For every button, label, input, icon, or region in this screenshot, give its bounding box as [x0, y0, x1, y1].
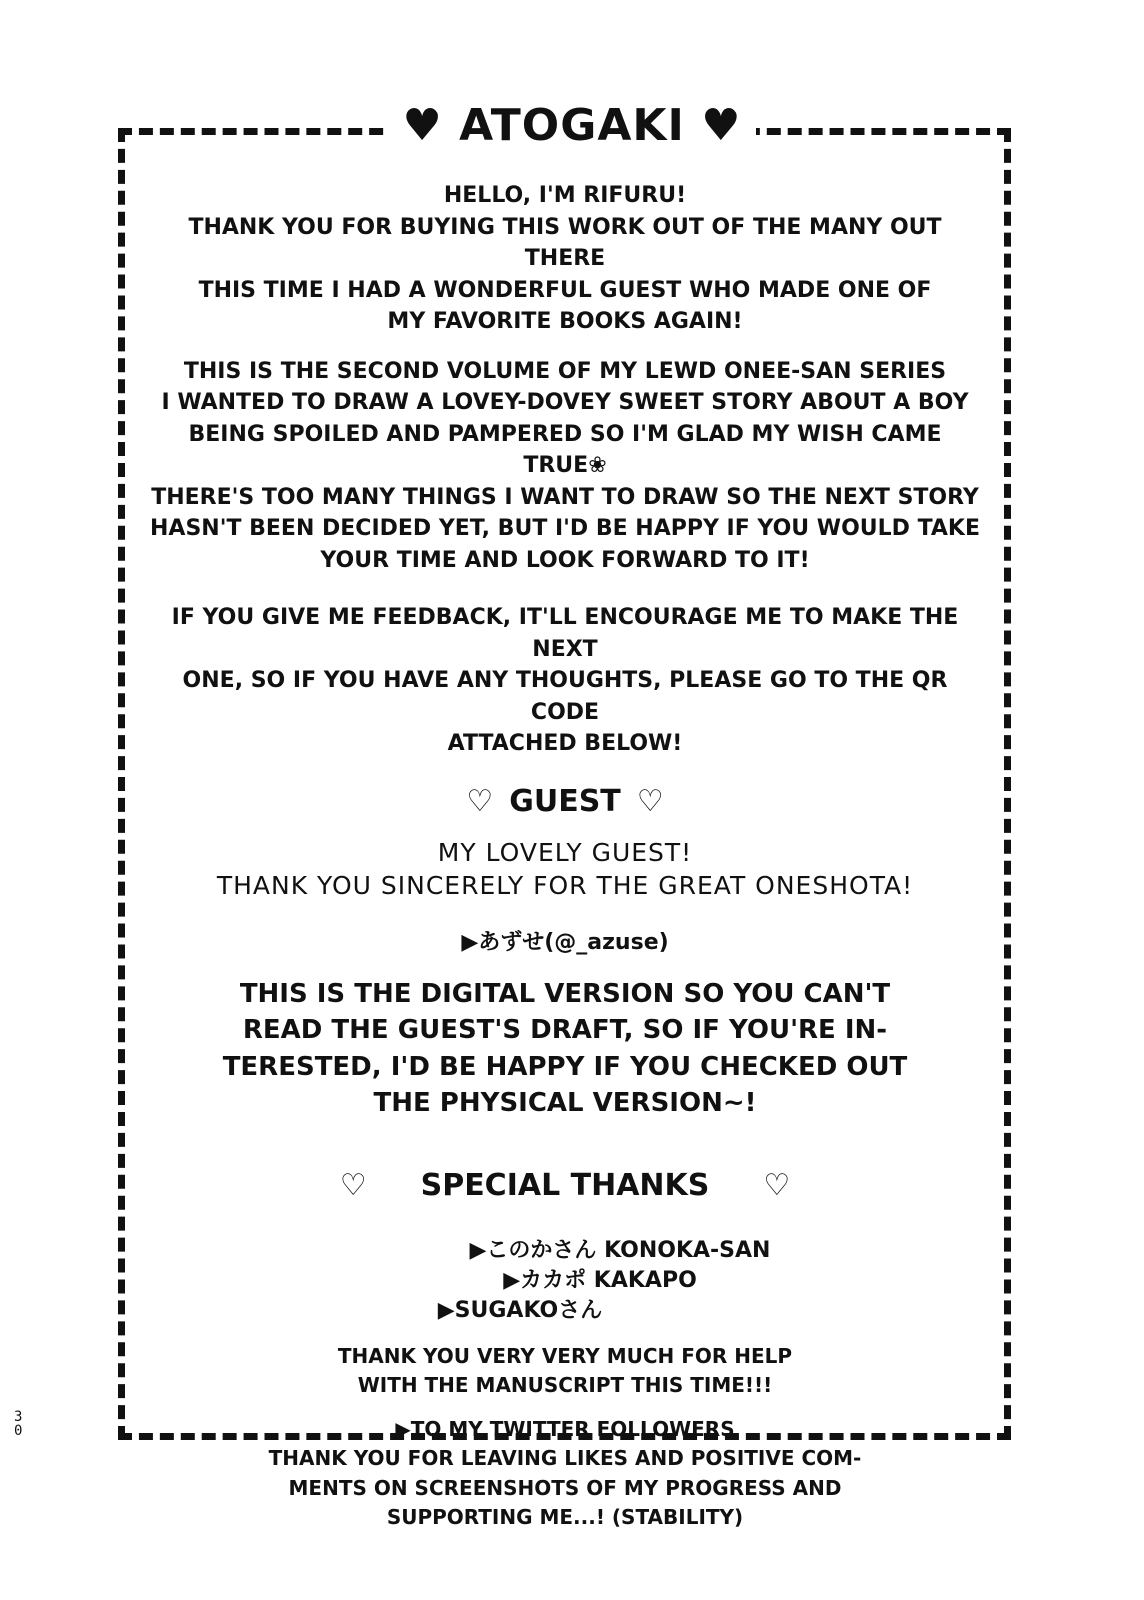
heart-outline-icon: ♡ — [636, 783, 664, 819]
intro-line: HELLO, I'M RIFURU! — [443, 183, 687, 208]
afterword-content — [150, 180, 980, 1533]
digital-line: TERESTED, I'D BE HAPPY IF YOU CHECKED OUT — [222, 1051, 908, 1082]
feedback-line: ONE, SO IF YOU HAVE ANY THOUGHTS, PLEASE GO TO THE QR CODE — [182, 668, 948, 725]
twitter-line: MENTS ON SCREENSHOTS OF MY PROGRESS AND — [288, 1475, 842, 1500]
digital-line: THE PHYSICAL VERSION~! — [373, 1088, 757, 1118]
volume-line: THERE'S TOO MANY THINGS I WANT TO DRAW SO THE NEXT STORY — [151, 484, 979, 510]
feedback-line: IF YOU GIVE ME FEEDBACK, IT'LL ENCOURAGE ME TO MAKE THE NEXT — [171, 605, 959, 662]
twitter-line: ▶TO MY TWITTER FOLLOWERS — [395, 1416, 735, 1441]
intro-paragraph — [150, 180, 980, 338]
feedback-line: ATTACHED BELOW! — [447, 731, 683, 756]
twitter-thanks-paragraph — [150, 1415, 980, 1533]
volume-line: YOUR TIME AND LOOK FORWARD TO IT! — [320, 547, 810, 573]
special-thanks-heading-text: SPECIAL THANKS — [420, 1167, 710, 1203]
heart-outline-icon: ♡ — [466, 783, 494, 819]
guest-message — [150, 836, 980, 902]
guest-heading — [150, 780, 980, 824]
page-number: 30 — [14, 1409, 23, 1439]
manuscript-help-paragraph — [150, 1342, 980, 1401]
volume-line: BEING SPOILED AND PAMPERED SO I'M GLAD MY WISH CAME TRUE❀ — [188, 421, 942, 478]
guest-line: MY LOVELY GUEST! — [437, 837, 693, 867]
twitter-line: SUPPORTING ME...! (STABILITY) — [386, 1505, 744, 1529]
guest-line: THANK YOU SINCERELY FOR THE GREAT ONESHOTA! — [216, 870, 914, 900]
special-thanks-heading — [150, 1166, 980, 1206]
intro-line: THANK YOU FOR BUYING THIS WORK OUT OF THE MANY OUT THERE — [188, 214, 942, 271]
intro-line: THIS TIME I HAD A WONDERFUL GUEST WHO MADE ONE OF — [198, 277, 932, 303]
help-line: WITH THE MANUSCRIPT THIS TIME!!! — [357, 1373, 773, 1397]
volume-line: THIS IS THE SECOND VOLUME OF MY LEWD ONEE-SAN SERIES — [183, 358, 947, 384]
thanks-names-list — [150, 1236, 980, 1326]
volume-paragraph — [150, 356, 980, 577]
guest-heading-text: GUEST — [509, 783, 621, 819]
help-line: THANK YOU VERY VERY MUCH FOR HELP — [337, 1343, 793, 1368]
thanks-name: ▶このかさん KONOKA-SAN — [469, 1237, 771, 1263]
heart-outline-icon: ♡ — [339, 1167, 367, 1203]
thanks-name: ▶SUGAKOさん — [437, 1297, 603, 1323]
guest-handle: ▶あずせ(@_azuse) — [461, 929, 669, 955]
digital-line: READ THE GUEST'S DRAFT, SO IF YOU'RE IN- — [242, 1015, 888, 1045]
feedback-paragraph — [150, 602, 980, 760]
thanks-name: ▶カカポ KAKAPO — [503, 1267, 697, 1293]
volume-line: I WANTED TO DRAW A LOVEY-DOVEY SWEET STORY ABOUT A BOY — [161, 390, 969, 415]
intro-line: MY FAVORITE BOOKS AGAIN! — [387, 309, 743, 334]
title-wrap — [0, 96, 1144, 156]
digital-version-paragraph — [150, 976, 980, 1122]
page-title: ♥ ATOGAKI ♥ — [388, 96, 755, 156]
digital-line: THIS IS THE DIGITAL VERSION SO YOU CAN'T — [239, 978, 891, 1009]
volume-line: HASN'T BEEN DECIDED YET, BUT I'D BE HAPPY IF YOU WOULD TAKE — [150, 516, 980, 541]
heart-outline-icon: ♡ — [763, 1167, 791, 1203]
twitter-line: THANK YOU FOR LEAVING LIKES AND POSITIVE COM- — [268, 1446, 862, 1470]
